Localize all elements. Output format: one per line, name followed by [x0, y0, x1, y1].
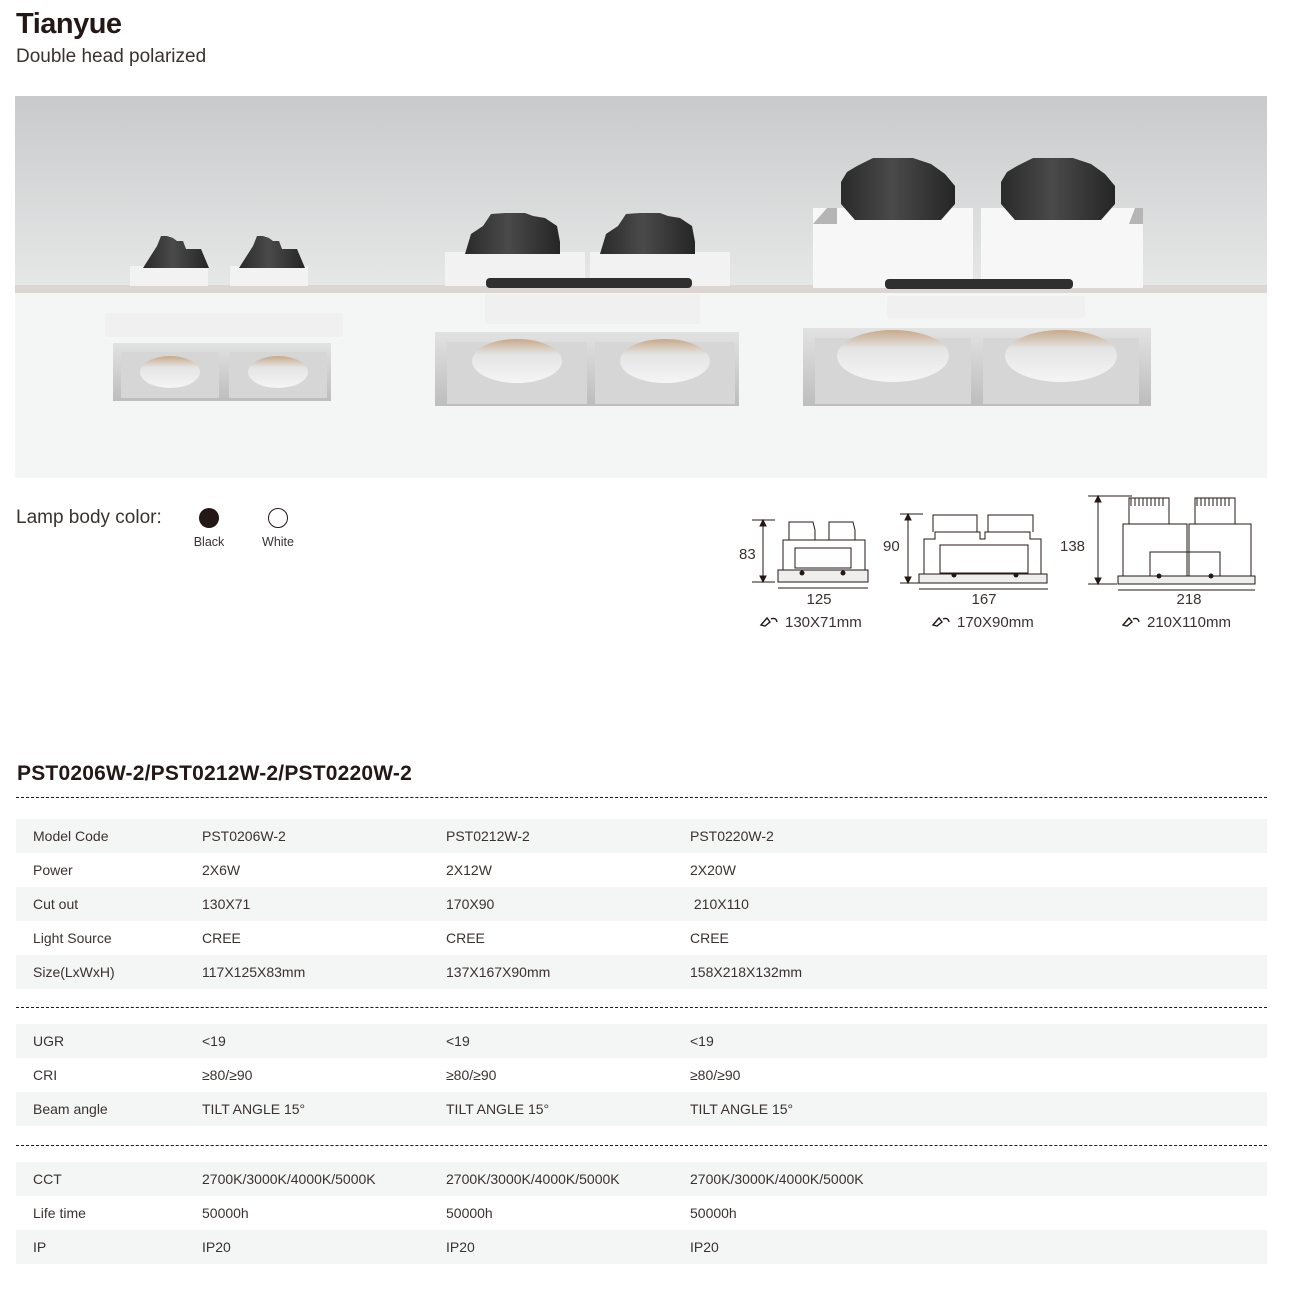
- spec-row-cct: [16, 1162, 1267, 1196]
- spec-label: CRI: [33, 1067, 58, 1083]
- spec-group-basic: [16, 819, 1267, 989]
- spec-value: CREE: [202, 930, 241, 946]
- spec-value: ≥80/≥90: [202, 1067, 253, 1083]
- spec-value: 210X110: [690, 896, 749, 912]
- spec-row-model-code: [16, 819, 1267, 853]
- spec-value: ≥80/≥90: [446, 1067, 497, 1083]
- height-dimension-large: 138: [1060, 538, 1086, 555]
- spec-value: TILT ANGLE 15°: [690, 1101, 794, 1117]
- spec-label: Power: [33, 862, 73, 878]
- dimension-drawing-large: [1088, 496, 1255, 590]
- cutout-icon: [759, 616, 779, 628]
- height-dimension-medium: 90: [883, 538, 900, 555]
- spec-row-ugr: [16, 1024, 1267, 1058]
- spec-row-ip: [16, 1230, 1267, 1264]
- color-swatch-black[interactable]: [199, 508, 219, 528]
- spec-label: Light Source: [33, 930, 112, 946]
- spec-value: IP20: [446, 1239, 475, 1255]
- spec-value: 50000h: [202, 1205, 249, 1221]
- product-subtitle: Double head polarized: [16, 46, 207, 67]
- cutout-large-text: 210X110mm: [1147, 614, 1231, 631]
- spec-value: 2700K/3000K/4000K/5000K: [202, 1171, 376, 1187]
- dimension-diagrams: [735, 490, 1270, 640]
- dimension-drawing-medium: [900, 514, 1048, 589]
- height-dimension-small: 83: [739, 546, 756, 563]
- spec-value: 50000h: [690, 1205, 737, 1221]
- spec-label: CCT: [33, 1171, 62, 1187]
- width-dimension-large: 218: [1176, 591, 1202, 608]
- spec-value: 158X218X132mm: [690, 964, 803, 980]
- spec-value: 130X71: [202, 896, 251, 912]
- spec-row-cut-out: [16, 887, 1267, 921]
- spec-label: Cut out: [33, 896, 79, 912]
- spec-value: PST0212W-2: [446, 828, 530, 844]
- product-title: Tianyue: [16, 8, 122, 40]
- spec-label: IP: [33, 1239, 47, 1255]
- spec-row-power: [16, 853, 1267, 887]
- spec-group-lifetime: [16, 1162, 1267, 1264]
- cutout-large: [1121, 614, 1231, 631]
- spec-value: 2700K/3000K/4000K/5000K: [690, 1171, 864, 1187]
- cutout-medium: [931, 614, 1034, 631]
- spec-value: 2X20W: [690, 862, 736, 878]
- spec-value: <19: [690, 1033, 714, 1049]
- divider: [16, 1145, 1267, 1146]
- spec-value: <19: [202, 1033, 226, 1049]
- spec-value: 137X167X90mm: [446, 964, 551, 980]
- spec-value: IP20: [690, 1239, 719, 1255]
- spec-label: Life time: [33, 1205, 86, 1221]
- spec-value: 170X90: [446, 896, 495, 912]
- spec-value: PST0206W-2: [202, 828, 286, 844]
- spec-row-cri: [16, 1058, 1267, 1092]
- width-dimension-medium: 167: [971, 591, 997, 608]
- divider: [16, 797, 1267, 798]
- divider: [16, 1007, 1267, 1008]
- spec-value: <19: [446, 1033, 470, 1049]
- cutout-small: [759, 614, 862, 631]
- color-swatch-black-label: Black: [193, 535, 225, 549]
- spec-value: CREE: [446, 930, 485, 946]
- spec-row-light-source: [16, 921, 1267, 955]
- cutout-medium-text: 170X90mm: [957, 614, 1034, 631]
- product-hero-image: [15, 96, 1267, 478]
- color-swatch-white-label: White: [262, 535, 294, 549]
- spec-value: 2700K/3000K/4000K/5000K: [446, 1171, 620, 1187]
- spec-value: ≥80/≥90: [690, 1067, 741, 1083]
- spec-label: Model Code: [33, 828, 109, 844]
- spec-label: UGR: [33, 1033, 65, 1049]
- spec-row-life-time: [16, 1196, 1267, 1230]
- spec-value: TILT ANGLE 15°: [446, 1101, 550, 1117]
- spec-group-optical: [16, 1024, 1267, 1126]
- spec-value: PST0220W-2: [690, 828, 774, 844]
- spec-row-size: [16, 955, 1267, 989]
- spec-label: Beam angle: [33, 1101, 108, 1117]
- spec-value: IP20: [202, 1239, 231, 1255]
- spec-value: CREE: [690, 930, 729, 946]
- spec-title: PST0206W-2/PST0212W-2/PST0220W-2: [17, 762, 412, 785]
- color-swatch-white[interactable]: [268, 508, 288, 528]
- spec-row-beam-angle: [16, 1092, 1267, 1126]
- cutout-icon: [1121, 616, 1141, 628]
- spec-value: 117X125X83mm: [202, 964, 306, 980]
- spec-label: Size(LxWxH): [33, 964, 115, 980]
- cutout-small-text: 130X71mm: [785, 614, 862, 631]
- spec-value: 2X12W: [446, 862, 492, 878]
- lamp-body-color-label: Lamp body color:: [16, 507, 162, 528]
- dimension-drawing-small: [752, 520, 868, 588]
- spec-value: TILT ANGLE 15°: [202, 1101, 306, 1117]
- spec-value: 2X6W: [202, 862, 241, 878]
- spec-value: 50000h: [446, 1205, 493, 1221]
- width-dimension-small: 125: [806, 591, 832, 608]
- cutout-icon: [931, 616, 951, 628]
